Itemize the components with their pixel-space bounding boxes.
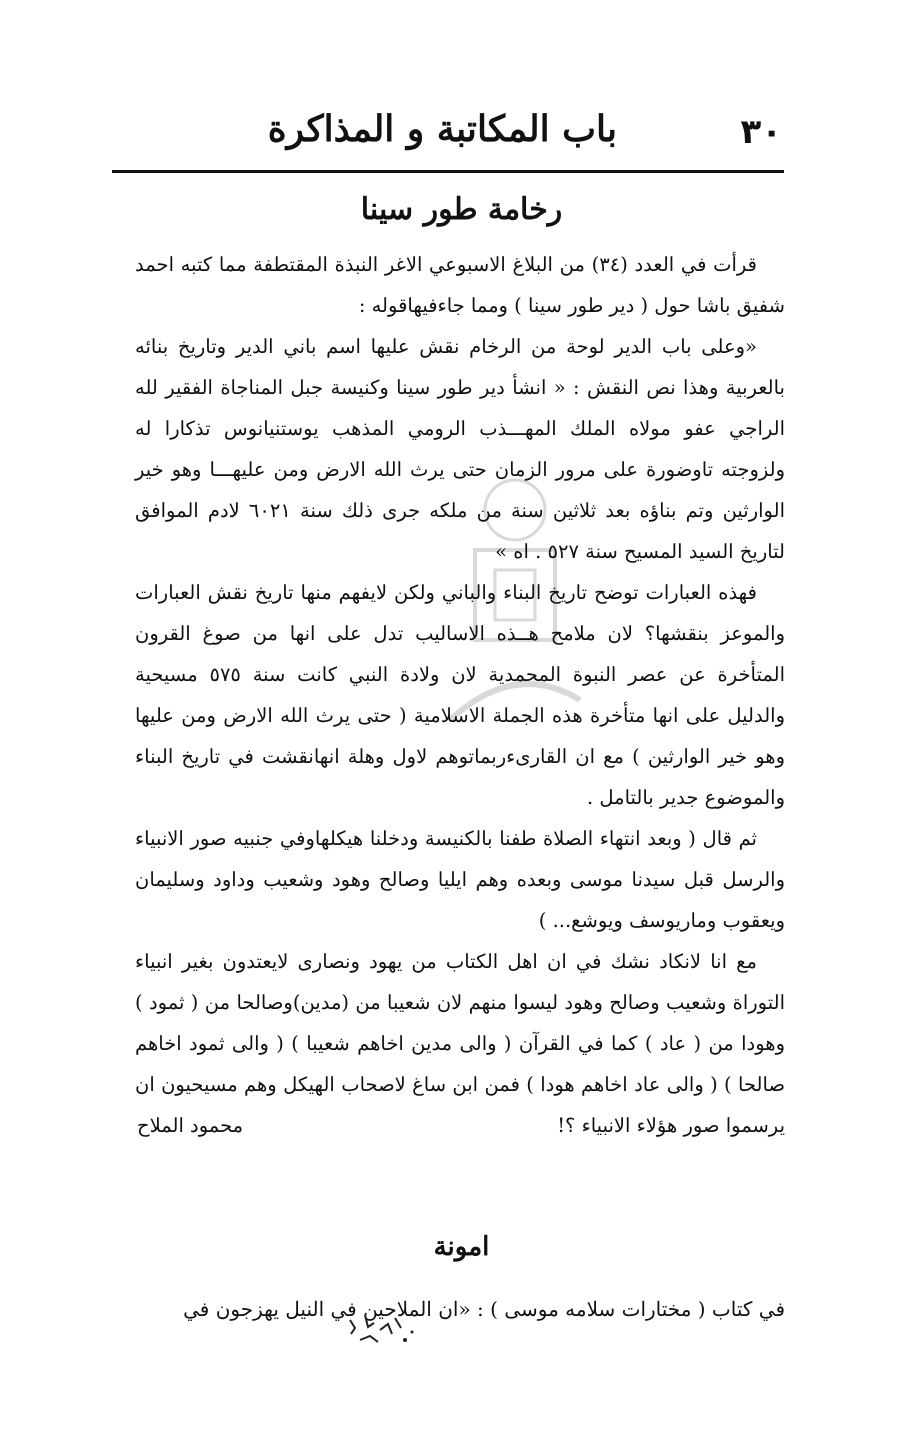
paragraph-5 bbox=[135, 941, 785, 1146]
page-header bbox=[110, 108, 782, 160]
paragraph-3: فهذه العبارات توضح تاريخ البناء والباني ولكن لايفهم منها تاريخ نقش العبارات والموعز بنقشها؟ لان ملامح هــذه الاساليب تدل على انها من صوغ القرون المتأخرة عن عصر النبوة المحمدية لان ولادة النبي كانت سنة ٥٧٥ مسيحية والدليل على انها متأخرة هذه الجملة الاسلامية ( حتى يرث الله الارض ومن عليها وهو خير الوارثين ) مع ان القارىءربماتوهم لاول وهلة انهانقشت في تاريخ البناء والموضوع جدير بالتامل . bbox=[135, 581, 785, 809]
paragraph-4: ثم قال ( وبعد انتهاء الصلاة طفنا بالكنيسة ودخلنا هيكلهاوفي جنبيه صور الانبياء والرسل قبل سيدنا موسى وبعده وهم ايليا وصالح وهود وشعيب وداود وسليمان ويعقوب وماريوسف ويوشع... ) bbox=[135, 827, 785, 932]
paragraph-5-text: مع انا لانكاد نشك في ان اهل الكتاب من يهود ونصارى لايعتدون بغير انبياء التوراة وشعيب وصالح وهود ليسوا منهم لان شعيبا من (مدين)وصالحا من ( ثمود ) وهودا من ( عاد ) كما في القرآن ( والى مدين اخاهم شعيبا ) ( والى ثمود اخاهم صالحا ) ( والى عاد اخاهم هودا ) فمن ابن ساغ لاصحاب الهيكل وهم مسيحيون ان يرسموا صور هؤلاء الانبياء ؟! bbox=[135, 950, 785, 1137]
paragraph-2: «وعلى باب الدير لوحة من الرخام نقش عليها اسم باني الدير وتاريخ بنائه بالعربية وهذا نص النقش : « انشأ دير طور سينا وكنيسة جبل المناجاة الفقير لله الراجي عفو مولاه الملك المهـــذب الرومي المذهب يوستنيانوس تذكارا له ولزوجته تاوضورة على مرور الزمان حتى يرث الله الارض ومن عليهـــا وهو خير الوارثين وتم بناؤه بعد ثلاثين سنة من ملكه جرى ذلك سنة ٦٠٢١ لادم الموافق لتاريخ السيد المسيح سنة ٥٢٧ . اه » bbox=[135, 335, 785, 563]
ink-ornament-icon bbox=[340, 1310, 420, 1350]
paragraph-1: قرأت في العدد (٣٤) من البلاغ الاسبوعي الاغر النبذة المقتطفة مما كتبه احمد شفيق باشا حول ( دير طور سينا ) ومما جاءفيهاقوله : bbox=[135, 253, 785, 317]
next-section-title: امونة bbox=[433, 1232, 490, 1262]
article-body bbox=[135, 244, 785, 1146]
article-title: رخامة طور سينا bbox=[360, 192, 563, 227]
author-signature: محمود الملاح bbox=[137, 1114, 244, 1137]
page-number: ٣٠ bbox=[740, 112, 782, 152]
header-divider bbox=[112, 170, 784, 173]
running-title: باب المكاتبة و المذاكرة bbox=[267, 108, 617, 150]
next-section-first-line: في كتاب ( مختارات سلامه موسى ) : «ان الملاحين في النيل يهزجون في bbox=[183, 1297, 785, 1321]
